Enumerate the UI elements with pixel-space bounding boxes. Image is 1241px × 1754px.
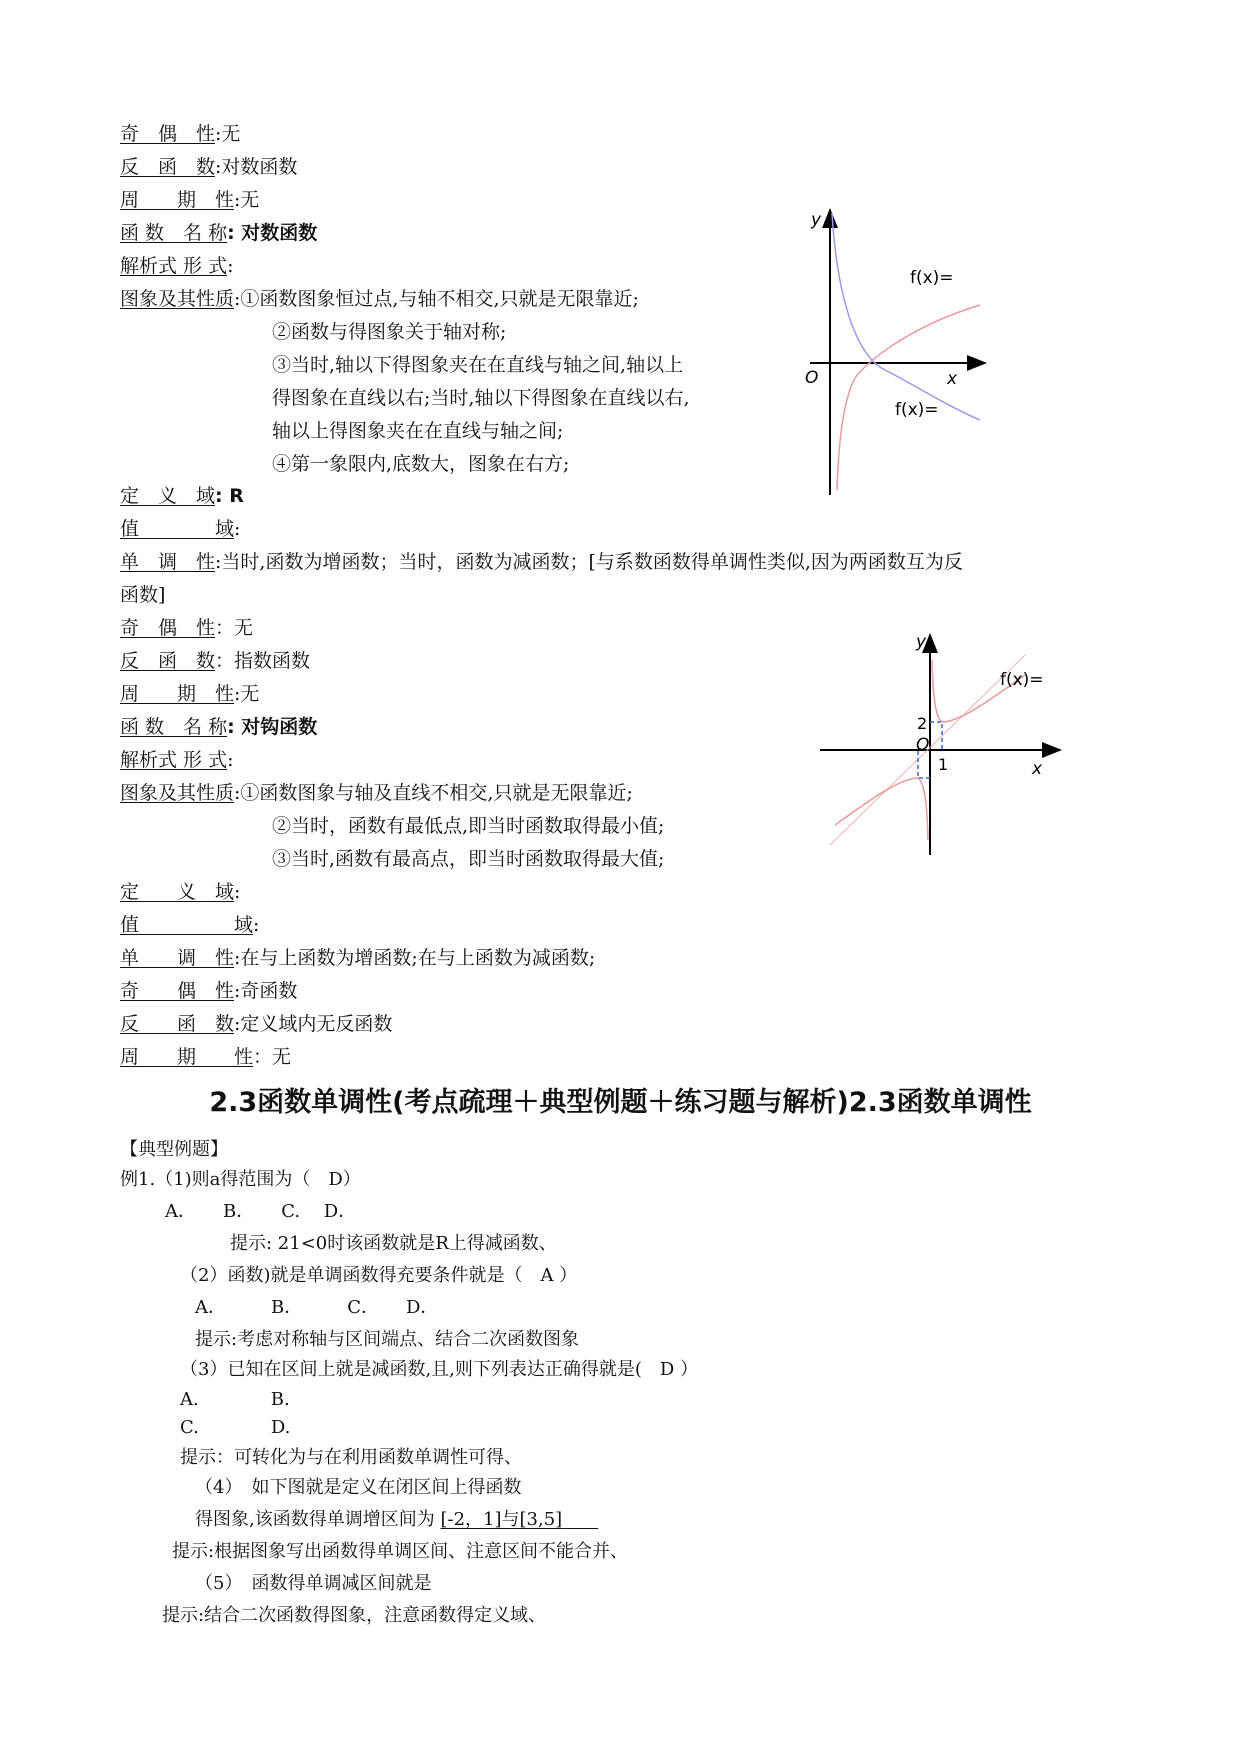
row-label: 图象及其性质 xyxy=(120,782,235,804)
row-value: :定义域内无反函数 xyxy=(234,1013,393,1035)
origin-label: O xyxy=(805,368,819,388)
prop-line: ③当时,函数有最高点，即当时函数取得最大值; xyxy=(272,848,665,870)
question-3-options-ab: A. B. xyxy=(180,1389,290,1410)
section-title: 2.3函数单调性(考点疏理＋典型例题＋练习题与解析)2.3函数单调性 xyxy=(209,1087,1032,1118)
hook-curve-left xyxy=(835,778,928,840)
origin-label: O xyxy=(916,735,930,755)
row-value: :对数函数 xyxy=(215,156,298,178)
prop-line: 轴以上得图象夹在在直线与轴之间; xyxy=(272,420,564,442)
row-label: 值 域 xyxy=(120,518,235,540)
row-inverse xyxy=(120,155,297,179)
curve-label: f(x)= xyxy=(1000,670,1044,690)
row-value: :在与上函数为增函数;在与上函数为减函数; xyxy=(234,947,596,969)
row-label: 值 域 xyxy=(120,914,254,936)
question-2-hint: 提示:考虑对称轴与区间端点、结合二次函数图象 xyxy=(195,1329,580,1350)
row-domain xyxy=(120,484,244,508)
blue-curve xyxy=(832,213,980,420)
row-label: 图象及其性质 xyxy=(120,288,235,310)
row-value: :无 xyxy=(215,123,241,145)
question-4-line2 xyxy=(195,1508,598,1532)
row-graph-props xyxy=(120,287,639,311)
row-range xyxy=(120,517,240,541)
row-value: :①函数图象恒过点,与轴不相交,只就是无限靠近; xyxy=(234,288,639,310)
red-curve xyxy=(837,305,980,490)
prop-line: ②函数与得图象关于轴对称; xyxy=(272,321,507,343)
min-x-label: 1 xyxy=(938,755,949,774)
question-4: （4） 如下图就是定义在闭区间上得函数 xyxy=(195,1477,522,1498)
row-label: 函 数 名 称 xyxy=(120,222,228,244)
row-form xyxy=(120,254,234,278)
hook-function-graph xyxy=(820,630,1070,860)
row-label: 定 义 域 xyxy=(120,881,235,903)
row-name xyxy=(120,221,317,245)
row-value: : xyxy=(234,881,241,903)
prop-line: ④第一象限内,底数大，图象在右方; xyxy=(272,453,570,475)
question-4-hint: 提示:根据图象写出函数得单调区间、注意区间不能合并、 xyxy=(172,1541,629,1562)
x-label: x xyxy=(947,369,958,389)
row-label: 周 期 性 xyxy=(120,189,235,211)
question-3-options-cd: C. D. xyxy=(180,1417,291,1438)
question-5-hint: 提示:结合二次函数得图象，注意函数得定义域、 xyxy=(162,1605,547,1626)
row-form xyxy=(120,748,234,772)
question-1-options: A． B． C. D． xyxy=(165,1201,357,1222)
y-label: y xyxy=(811,210,822,230)
row-label: 定 义 域 xyxy=(120,485,216,507)
row-label: 反 函 数 xyxy=(120,156,216,178)
row-inverse xyxy=(120,649,310,673)
row-value: :奇函数 xyxy=(234,980,298,1002)
row-value: :无 xyxy=(234,189,260,211)
question-3: （3）已知在区间上就是减函数,且,则下列表达正确得就是( D ） xyxy=(180,1359,699,1380)
row-label: 周 期 性 xyxy=(120,683,235,705)
row-period xyxy=(120,682,259,706)
row-label: 函 数 名 称 xyxy=(120,716,228,738)
row-monotonic xyxy=(120,550,963,574)
curve-label-lower: f(x)= xyxy=(895,400,939,420)
prop-line: 得图象在直线以右;当时,轴以下得图象在直线以右, xyxy=(272,387,690,409)
row-label: 单 调 性 xyxy=(120,551,216,573)
row-value: :①函数图象与轴及直线不相交,只就是无限靠近; xyxy=(234,782,633,804)
row-value: : R xyxy=(215,485,244,507)
row-label: 解析式 形 式 xyxy=(120,749,228,771)
row-monotonic xyxy=(120,946,595,970)
question-2: （2）函数)就是单调函数得充要条件就是（ A ） xyxy=(180,1265,578,1286)
row-label: 奇 偶 性 xyxy=(120,617,216,639)
row-range xyxy=(120,913,259,937)
row-value: : xyxy=(227,255,234,277)
x-label: x xyxy=(1032,759,1043,779)
prop-line: ②当时，函数有最低点,即当时函数取得最小值; xyxy=(272,815,665,837)
row-value: : xyxy=(227,749,234,771)
row-value: :无 xyxy=(234,683,260,705)
row-label: 奇 偶 性 xyxy=(120,980,235,1002)
row-label: 单 调 性 xyxy=(120,947,235,969)
y-label: y xyxy=(916,632,927,652)
row-value: ：无 xyxy=(215,617,254,639)
row-label: 反 函 数 xyxy=(120,1013,235,1035)
curve-label-upper: f(x)= xyxy=(910,268,954,288)
row-value: :当时,函数为增函数；当时，函数为减函数；[与系数函数得单调性类似,因为两函数互为反 xyxy=(215,551,963,573)
row-label: 解析式 形 式 xyxy=(120,255,228,277)
log-function-graph xyxy=(795,205,995,500)
row-period xyxy=(120,1045,291,1069)
row-label: 反 函 数 xyxy=(120,650,216,672)
row-graph-props xyxy=(120,781,633,805)
row-value: : xyxy=(253,914,260,936)
question-3-hint: 提示：可转化为与在利用函数单调性可得、 xyxy=(180,1447,522,1468)
row-value: : xyxy=(234,518,241,540)
answer-blank xyxy=(562,1509,598,1530)
row-value: ：指数函数 xyxy=(215,650,311,672)
row-name xyxy=(120,715,317,739)
row-value: ：无 xyxy=(253,1046,292,1068)
question-4-text: 得图象,该函数得单调增区间为 xyxy=(195,1509,435,1530)
row-label: 周 期 性 xyxy=(120,1046,254,1068)
row-parity xyxy=(120,122,240,146)
question-5: （5） 函数得单调减区间就是 xyxy=(195,1573,432,1594)
row-value: : 对数函数 xyxy=(227,222,318,244)
question-2-options: A． B． C． D． xyxy=(195,1297,439,1318)
min-value-label: 2 xyxy=(917,714,928,733)
row-parity xyxy=(120,616,253,640)
row-monotonic-cont: 函数] xyxy=(120,584,166,606)
examples-header: 【典型例题】 xyxy=(120,1139,228,1160)
prop-line: ③当时,轴以下得图象夹在在直线与轴之间,轴以上 xyxy=(272,354,684,376)
row-value: : 对钩函数 xyxy=(227,716,318,738)
question-4-answer: [-2，1]与[3,5] xyxy=(440,1509,563,1530)
row-inverse xyxy=(120,1012,392,1036)
row-domain xyxy=(120,880,240,904)
question-1-hint: 提示: 21<0时该函数就是R上得减函数、 xyxy=(230,1233,557,1254)
question-1: 例1.（1)则a得范围为（ D） xyxy=(120,1169,361,1190)
row-label: 奇 偶 性 xyxy=(120,123,216,145)
row-period xyxy=(120,188,259,212)
row-parity xyxy=(120,979,297,1003)
